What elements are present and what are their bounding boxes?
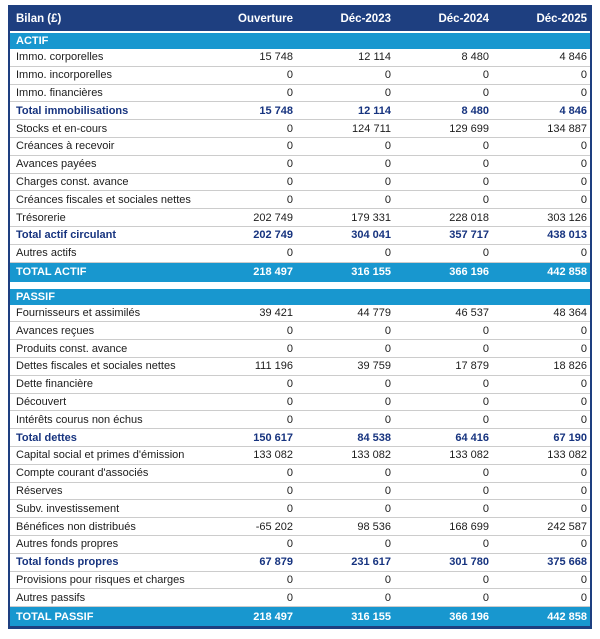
- row-value: 18 826: [553, 360, 587, 373]
- row-value: 202 749: [253, 211, 293, 224]
- row-value: 0: [482, 175, 489, 188]
- row-label: Compte courant d'associés: [16, 467, 149, 480]
- row-value: 133 082: [547, 449, 587, 462]
- row-value: 150 617: [253, 431, 293, 444]
- table-row-passif-6: [10, 411, 590, 429]
- row-value: 0: [286, 86, 293, 99]
- table-row-passif-0: [10, 305, 590, 323]
- row-value: 0: [580, 591, 587, 604]
- row-label: Découvert: [16, 395, 67, 408]
- row-value: 0: [384, 395, 391, 408]
- row-value: 8 480: [461, 51, 489, 64]
- row-value: 0: [286, 573, 293, 586]
- section-header-passif: [10, 289, 590, 305]
- table-row-passif-11: [10, 500, 590, 518]
- row-value: 231 617: [351, 556, 391, 569]
- row-value: 64 416: [455, 431, 489, 444]
- row-value: 179 331: [351, 211, 391, 224]
- row-label: Total fonds propres: [16, 556, 119, 569]
- total-value: 218 497: [253, 610, 293, 623]
- row-label: Capital social et primes d'émission: [16, 449, 185, 462]
- row-value: 242 587: [547, 520, 587, 533]
- row-value: 0: [580, 484, 587, 497]
- row-value: 124 711: [352, 122, 391, 135]
- row-value: 375 668: [547, 556, 587, 569]
- row-value: 0: [482, 484, 489, 497]
- table-row-actif-2: [10, 85, 590, 103]
- row-value: 39 421: [259, 306, 293, 319]
- row-value: 0: [580, 502, 587, 515]
- row-value: 15 748: [259, 51, 293, 64]
- total-label: TOTAL ACTIF: [16, 266, 87, 279]
- row-value: 0: [384, 573, 391, 586]
- row-value: 0: [482, 247, 489, 260]
- row-label: Bénéfices non distribués: [16, 520, 136, 533]
- row-value: 0: [286, 413, 293, 426]
- row-label: Immo. corporelles: [16, 51, 104, 64]
- row-value: 0: [286, 324, 293, 337]
- row-value: 0: [286, 158, 293, 171]
- row-value: 304 041: [351, 229, 391, 242]
- row-value: 0: [482, 69, 489, 82]
- total-value: 366 196: [449, 610, 489, 623]
- table-header-row: [10, 7, 590, 31]
- row-value: 0: [482, 86, 489, 99]
- row-value: 0: [580, 467, 587, 480]
- row-value: 134 887: [547, 122, 587, 135]
- row-value: 0: [384, 413, 391, 426]
- row-value: 0: [286, 122, 293, 135]
- column-header-dec-2023: Déc-2023: [340, 13, 391, 25]
- row-value: 202 749: [253, 229, 293, 242]
- row-label: Avances payées: [16, 158, 97, 171]
- row-value: 0: [286, 175, 293, 188]
- row-value: 67 190: [553, 431, 587, 444]
- row-value: 301 780: [449, 556, 489, 569]
- row-value: 0: [482, 193, 489, 206]
- row-value: 0: [482, 502, 489, 515]
- row-value: 84 538: [357, 431, 391, 444]
- section-title: PASSIF: [16, 290, 55, 303]
- row-label: Autres passifs: [16, 591, 86, 604]
- table-title: Bilan (£): [16, 13, 62, 25]
- row-value: 0: [286, 538, 293, 551]
- row-value: 12 114: [357, 104, 391, 117]
- row-value: 0: [286, 378, 293, 391]
- table-row-passif-1: [10, 322, 590, 340]
- row-value: 0: [580, 247, 587, 260]
- row-value: 133 082: [253, 449, 293, 462]
- row-label: Intérêts courus non échus: [16, 413, 143, 426]
- total-value: 366 196: [449, 266, 489, 279]
- row-value: 67 879: [259, 556, 293, 569]
- row-value: 0: [482, 378, 489, 391]
- row-value: 0: [384, 538, 391, 551]
- table-sections: [10, 33, 590, 626]
- total-label: TOTAL PASSIF: [16, 610, 94, 623]
- row-value: 0: [482, 573, 489, 586]
- row-label: Dettes fiscales et sociales nettes: [16, 360, 176, 373]
- row-label: Immo. financières: [16, 86, 103, 99]
- row-value: 111 196: [254, 360, 293, 373]
- row-value: 0: [384, 502, 391, 515]
- row-label: Provisions pour risques et charges: [16, 573, 185, 586]
- row-label: Total actif circulant: [16, 229, 117, 242]
- table-row-passif-10: [10, 483, 590, 501]
- row-value: 0: [580, 538, 587, 551]
- row-label: Trésorerie: [16, 211, 66, 224]
- row-label: Charges const. avance: [16, 175, 129, 188]
- row-value: 133 082: [351, 449, 391, 462]
- row-value: 0: [384, 467, 391, 480]
- column-header-ouverture: Ouverture: [238, 13, 293, 25]
- row-value: 0: [384, 247, 391, 260]
- row-value: 15 748: [259, 104, 293, 117]
- row-value: 0: [580, 342, 587, 355]
- table-row-passif-12: [10, 518, 590, 536]
- row-value: 0: [482, 538, 489, 551]
- table-row-passif-9: [10, 465, 590, 483]
- total-value: 316 155: [351, 266, 391, 279]
- row-value: 0: [286, 484, 293, 497]
- row-value: 39 759: [357, 360, 391, 373]
- row-label: Avances reçues: [16, 324, 95, 337]
- row-value: 0: [384, 342, 391, 355]
- table-row-actif-6: [10, 156, 590, 174]
- row-value: 303 126: [547, 211, 587, 224]
- row-value: 0: [384, 175, 391, 188]
- row-value: 0: [384, 591, 391, 604]
- row-value: 0: [482, 158, 489, 171]
- row-value: 0: [580, 175, 587, 188]
- row-label: Total immobilisations: [16, 104, 129, 117]
- table-row-actif-3: [10, 102, 590, 120]
- row-value: 0: [580, 86, 587, 99]
- row-value: 0: [286, 193, 293, 206]
- section-header-actif: [10, 33, 590, 49]
- row-value: 0: [482, 395, 489, 408]
- column-header-dec-2025: Déc-2025: [536, 13, 587, 25]
- row-value: 0: [384, 484, 391, 497]
- table-row-passif-13: [10, 536, 590, 554]
- row-value: 12 114: [358, 51, 391, 64]
- table-row-passif-15: [10, 572, 590, 590]
- row-value: 0: [580, 193, 587, 206]
- row-label: Autres actifs: [16, 247, 77, 260]
- row-value: 48 364: [553, 306, 587, 319]
- table-row-passif-14: [10, 554, 590, 572]
- total-value: 442 858: [547, 610, 587, 623]
- row-value: 0: [580, 140, 587, 153]
- column-header-dec-2024: Déc-2024: [438, 13, 489, 25]
- row-value: 44 779: [357, 306, 391, 319]
- row-label: Subv. investissement: [16, 502, 120, 515]
- row-value: 0: [482, 324, 489, 337]
- row-label: Fournisseurs et assimilés: [16, 306, 141, 319]
- row-value: 133 082: [449, 449, 489, 462]
- table-row-passif-7: [10, 429, 590, 447]
- row-label: Autres fonds propres: [16, 538, 119, 551]
- row-label: Immo. incorporelles: [16, 69, 112, 82]
- total-value: 316 155: [351, 610, 391, 623]
- row-value: 0: [286, 502, 293, 515]
- table-row-actif-4: [10, 120, 590, 138]
- total-value: 442 858: [547, 266, 587, 279]
- row-value: 0: [286, 342, 293, 355]
- row-value: 0: [384, 324, 391, 337]
- row-value: 129 699: [449, 122, 489, 135]
- row-value: 357 717: [449, 229, 489, 242]
- row-value: 0: [384, 86, 391, 99]
- row-value: 0: [384, 158, 391, 171]
- row-value: 0: [580, 69, 587, 82]
- row-value: 0: [286, 140, 293, 153]
- row-value: 4 846: [559, 51, 587, 64]
- row-value: 0: [286, 467, 293, 480]
- row-value: 0: [580, 395, 587, 408]
- total-row-actif: [10, 263, 590, 282]
- table-row-passif-3: [10, 358, 590, 376]
- row-value: 0: [384, 378, 391, 391]
- row-value: 0: [286, 591, 293, 604]
- row-label: Dette financière: [16, 378, 94, 391]
- table-row-actif-10: [10, 227, 590, 245]
- row-value: 98 536: [357, 520, 391, 533]
- table-row-actif-5: [10, 138, 590, 156]
- row-value: 0: [580, 573, 587, 586]
- row-value: 0: [580, 413, 587, 426]
- row-value: 0: [286, 69, 293, 82]
- row-value: 17 879: [455, 360, 489, 373]
- row-value: 228 018: [449, 211, 489, 224]
- row-value: -65 202: [255, 520, 293, 533]
- table-row-passif-5: [10, 394, 590, 412]
- balance-sheet-table: [8, 5, 592, 629]
- table-row-actif-7: [10, 174, 590, 192]
- row-value: 4 846: [559, 104, 587, 117]
- table-row-actif-9: [10, 209, 590, 227]
- row-value: 0: [482, 467, 489, 480]
- row-value: 0: [482, 140, 489, 153]
- row-value: 0: [482, 413, 489, 426]
- row-value: 0: [580, 378, 587, 391]
- row-value: 438 013: [547, 229, 587, 242]
- row-value: 0: [580, 158, 587, 171]
- row-value: 8 480: [461, 104, 489, 117]
- row-label: Produits const. avance: [16, 342, 128, 355]
- row-value: 0: [286, 395, 293, 408]
- table-row-passif-4: [10, 376, 590, 394]
- row-value: 0: [286, 247, 293, 260]
- row-label: Total dettes: [16, 431, 77, 444]
- row-label: Réserves: [16, 484, 63, 497]
- total-row-passif: [10, 607, 590, 626]
- row-value: 0: [384, 193, 391, 206]
- row-value: 0: [580, 324, 587, 337]
- table-row-actif-0: [10, 49, 590, 67]
- row-label: Stocks et en-cours: [16, 122, 108, 135]
- table-row-actif-11: [10, 245, 590, 263]
- row-value: 46 537: [455, 306, 489, 319]
- row-label: Créances à recevoir: [16, 140, 115, 153]
- table-row-actif-1: [10, 67, 590, 85]
- table-row-actif-8: [10, 191, 590, 209]
- row-value: 168 699: [449, 520, 489, 533]
- row-value: 0: [384, 69, 391, 82]
- section-title: ACTIF: [16, 35, 49, 47]
- table-row-passif-16: [10, 589, 590, 607]
- total-value: 218 497: [253, 266, 293, 279]
- row-value: 0: [384, 140, 391, 153]
- table-row-passif-8: [10, 447, 590, 465]
- row-value: 0: [482, 342, 489, 355]
- section-separator: [10, 282, 590, 289]
- row-value: 0: [482, 591, 489, 604]
- row-label: Créances fiscales et sociales nettes: [16, 193, 191, 206]
- table-row-passif-2: [10, 340, 590, 358]
